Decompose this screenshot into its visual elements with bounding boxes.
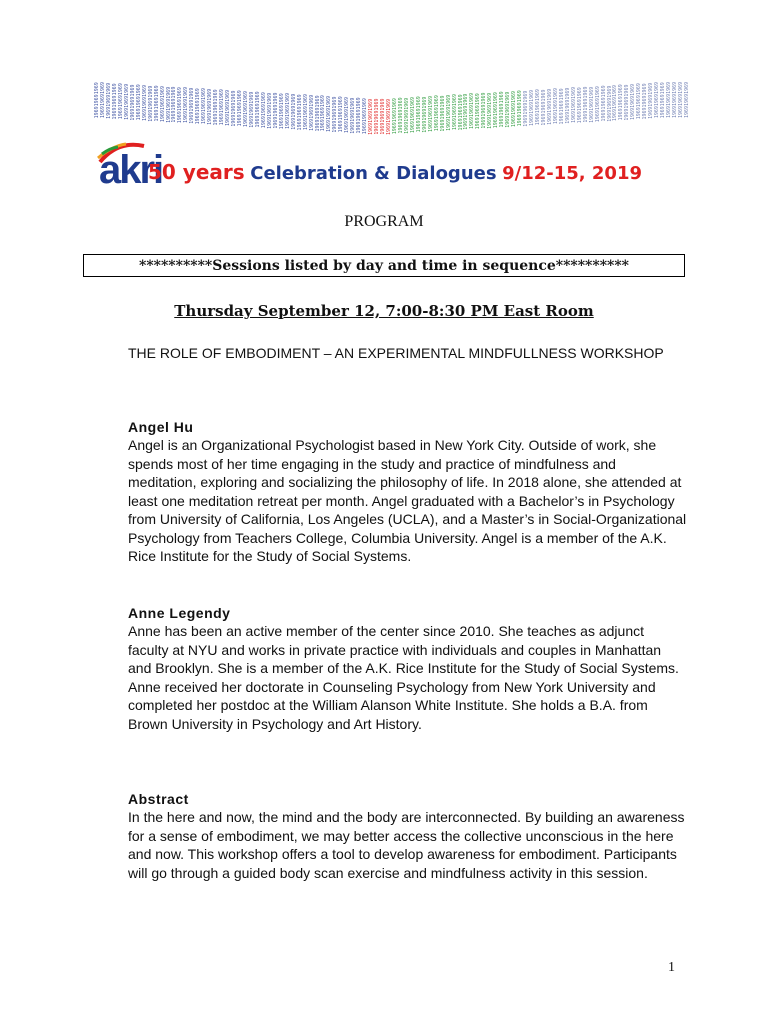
timeline-digit-column: 196919691969 xyxy=(153,85,160,122)
timeline-digit-column: 196919691969 xyxy=(618,84,625,121)
timeline-digit-column: 196919691969 xyxy=(672,81,679,118)
page-number: 1 xyxy=(668,960,675,975)
timeline-digit-column: 196919691969 xyxy=(600,85,607,122)
abstract-block xyxy=(128,790,688,882)
timeline-digit-column: 196919691969 xyxy=(320,95,327,132)
timeline-digit-column: 196919691969 xyxy=(540,89,547,126)
timeline-digit-column: 196919691969 xyxy=(451,94,458,131)
timeline-digit-column: 196919691969 xyxy=(624,84,631,121)
tag-years: 50 years xyxy=(148,160,245,184)
timeline-digit-column: 196919691969 xyxy=(552,88,559,125)
timeline-digit-column: 196919691969 xyxy=(195,88,202,125)
timeline-digit-column: 196919691969 xyxy=(338,96,345,133)
timeline-digit-column: 196919691969 xyxy=(260,91,267,129)
timeline-digit-column: 196919691969 xyxy=(368,98,375,135)
timeline-digit-column: 196919691969 xyxy=(505,91,512,128)
timeline-digit-column: 196919691969 xyxy=(350,97,357,134)
timeline-digit-column: 196919691969 xyxy=(242,90,249,128)
timeline-digit-column: 196919691969 xyxy=(523,90,530,127)
presenter-bio: Anne has been an active member of the center since 2010. She teaches as adjunct faculty at NYU and works in private practice with individuals and couples in Manhattan and Brooklyn. She is a member of the A.K. Rice Institute for the Study of Social Systems. Anne received her doctorate in Counseling Psychology from New York University and completed her postdoc at the William Alanson White Institute. She holds a B.A. from Brown University in Psychology and Art History. xyxy=(128,623,679,732)
timeline-digit-column: 196919691969 xyxy=(129,84,136,121)
timeline-digit-column: 196919691969 xyxy=(439,95,446,132)
timeline-digit-column: 196919691969 xyxy=(94,82,100,119)
timeline-digit-column: 196919691969 xyxy=(409,96,416,134)
presenter-name: Angel Hu xyxy=(128,419,194,435)
timeline-digit-column: 196919691969 xyxy=(445,94,452,131)
timeline-digit-column: 196919691969 xyxy=(171,86,178,123)
presenter-block xyxy=(128,604,688,733)
timeline-digit-column: 196919691969 xyxy=(469,93,476,130)
timeline-digit-column: 196919691969 xyxy=(588,86,595,123)
timeline-digit-column: 196919691969 xyxy=(636,83,643,120)
timeline-digit-column: 196919691969 xyxy=(529,89,536,126)
timeline-digit-column: 196919691969 xyxy=(487,92,494,129)
timeline-digit-column: 196919691969 xyxy=(457,94,464,131)
timeline-digit-column: 196919691969 xyxy=(201,88,208,125)
workshop-title: THE ROLE OF EMBODIMENT – AN EXPERIMENTAL MINDFULLNESS WORKSHOP xyxy=(128,345,664,361)
timeline-digit-column: 196919691969 xyxy=(546,88,553,125)
timeline-digit-column: 196919691969 xyxy=(511,90,518,128)
timeline-digit-column: 196919691969 xyxy=(570,87,577,124)
timeline-digit-column: 196919691969 xyxy=(159,85,166,123)
timeline-digit-column: 196919691969 xyxy=(397,97,404,134)
timeline-digit-column: 196919691969 xyxy=(630,83,637,120)
timeline-digit-column: 196919691969 xyxy=(421,96,428,133)
timeline-digit-column: 196919691969 xyxy=(177,87,184,124)
timeline-digit-column: 196919691969 xyxy=(684,81,690,118)
timeline-digit-column: 196919691969 xyxy=(493,91,500,129)
timeline-digit-column: 196919691969 xyxy=(284,93,291,130)
presenter-bio: Angel is an Organizational Psychologist based in New York City. Outside of work, she spends most of her time engaging in the study and practice of mindfulness and meditation, exploring and socializing the philosophy of life. In 2018 alone, she attended at least one meditation retreat per month. Angel graduated with a Bachelor’s in Psychology from University of California, Los Angeles (UCLA), and a Master’s in Social-Organizational Psychology from Teachers College, Columbia University. Angel is a member of the A.K. Rice Institute for the Study of Social Systems. xyxy=(128,437,687,564)
timeline-digit-column: 196919691969 xyxy=(612,84,619,122)
timeline-digit-column: 196919691969 xyxy=(499,91,506,128)
timeline-digit-column: 196919691969 xyxy=(648,82,655,119)
sessions-note-box: **********Sessions listed by day and time in sequence********** xyxy=(83,254,685,277)
timeline-digit-column: 196919691969 xyxy=(189,87,196,124)
timeline-digit-column: 196919691969 xyxy=(660,82,667,119)
event-tagline xyxy=(148,160,642,184)
timeline-digit-column: 196919691969 xyxy=(356,97,363,134)
timeline-digit-column: 196919691969 xyxy=(344,96,351,134)
timeline-digit-column: 196919691969 xyxy=(594,85,601,123)
timeline-digit-column: 196919691969 xyxy=(558,88,565,125)
timeline-digit-column: 196919691969 xyxy=(248,91,255,128)
timeline-digit-column: 196919691969 xyxy=(296,94,303,131)
timeline-digit-column: 196919691969 xyxy=(135,84,142,121)
timeline-digit-column: 196919691969 xyxy=(427,95,434,132)
timeline-digit-column: 196919691969 xyxy=(266,92,273,129)
presenter-block xyxy=(128,418,688,566)
timeline-digit-column: 196919691969 xyxy=(517,90,524,127)
timeline-digit-column: 196919691969 xyxy=(141,84,148,122)
timeline-digit-column: 196919691969 xyxy=(302,94,309,131)
timeline-digit-column: 196919691969 xyxy=(481,92,488,129)
timeline-digit-column: 196919691969 xyxy=(99,82,106,119)
timeline-digit-column: 196919691969 xyxy=(147,85,154,122)
timeline-digit-column: 196919691969 xyxy=(231,90,238,127)
year-timeline-graphic xyxy=(94,81,690,136)
timeline-digit-column: 196919691969 xyxy=(207,88,214,125)
akri-logo-banner xyxy=(96,136,656,192)
timeline-digit-column: 196919691969 xyxy=(254,91,261,128)
timeline-digit-column: 196919691969 xyxy=(386,98,393,135)
timeline-digit-column: 196919691969 xyxy=(642,83,649,120)
timeline-digit-column: 196919691969 xyxy=(391,97,398,135)
timeline-digit-column: 196919691969 xyxy=(123,83,130,120)
tag-dates: 9/12-15, 2019 xyxy=(502,163,643,184)
timeline-digit-column: 196919691969 xyxy=(564,87,571,124)
presenter-name: Anne Legendy xyxy=(128,605,231,621)
timeline-digit-column: 196919691969 xyxy=(535,89,541,126)
timeline-digit-column: 196919691969 xyxy=(326,95,333,132)
timeline-digit-column: 196919691969 xyxy=(576,87,583,124)
timeline-digit-column: 196919691969 xyxy=(225,89,232,126)
timeline-digit-column: 196919691969 xyxy=(272,92,279,129)
timeline-digit-column: 196919691969 xyxy=(165,86,172,123)
abstract-text: In the here and now, the mind and the body are interconnected. By building an awareness for a sense of embodiment, we may better access the collective unconscious in the here and now. This workshop offers a tool to develop awareness for embodiment. Participants will go through a guided body scan exercise and mindfulness activity in this session. xyxy=(128,809,685,881)
timeline-digit-column: 196919691969 xyxy=(463,93,470,130)
timeline-digit-column: 196919691969 xyxy=(290,93,297,130)
timeline-digit-column: 196919691969 xyxy=(332,96,339,133)
timeline-digit-column: 196919691969 xyxy=(475,93,482,130)
abstract-heading: Abstract xyxy=(128,791,189,807)
tag-event: Celebration & Dialogues xyxy=(250,163,497,184)
timeline-digit-column: 196919691969 xyxy=(111,83,118,120)
timeline-digit-column: 196919691969 xyxy=(582,86,589,123)
timeline-digit-column: 196919691969 xyxy=(117,83,124,120)
timeline-digit-column: 196919691969 xyxy=(380,98,387,135)
timeline-digit-column: 196919691969 xyxy=(278,93,285,130)
timeline-digit-column: 196919691969 xyxy=(314,95,321,132)
timeline-digit-column: 196919691969 xyxy=(219,89,226,126)
timeline-digit-column: 196919691969 xyxy=(606,85,613,122)
timeline-digit-column: 196919691969 xyxy=(666,81,673,118)
day-heading: Thursday September 12, 7:00-8:30 PM East Room xyxy=(174,302,594,320)
timeline-digit-column: 196919691969 xyxy=(678,81,685,118)
timeline-digit-column: 196919691969 xyxy=(308,94,315,131)
timeline-digit-column: 196919691969 xyxy=(654,82,661,119)
timeline-digit-column: 196919691969 xyxy=(213,89,220,126)
timeline-digit-column: 196919691969 xyxy=(374,98,381,135)
akri-logo-text: akri xyxy=(99,148,163,192)
program-title: PROGRAM xyxy=(344,213,424,230)
timeline-digit-column: 196919691969 xyxy=(415,96,422,133)
timeline-digit-column: 196919691969 xyxy=(237,90,244,127)
timeline-digit-column: 196919691969 xyxy=(183,87,190,124)
timeline-digit-column: 196919691969 xyxy=(362,97,369,135)
timeline-digit-column: 196919691969 xyxy=(433,95,440,132)
timeline-digit-column: 196919691969 xyxy=(105,82,112,119)
timeline-digit-column: 196919691969 xyxy=(403,97,410,134)
